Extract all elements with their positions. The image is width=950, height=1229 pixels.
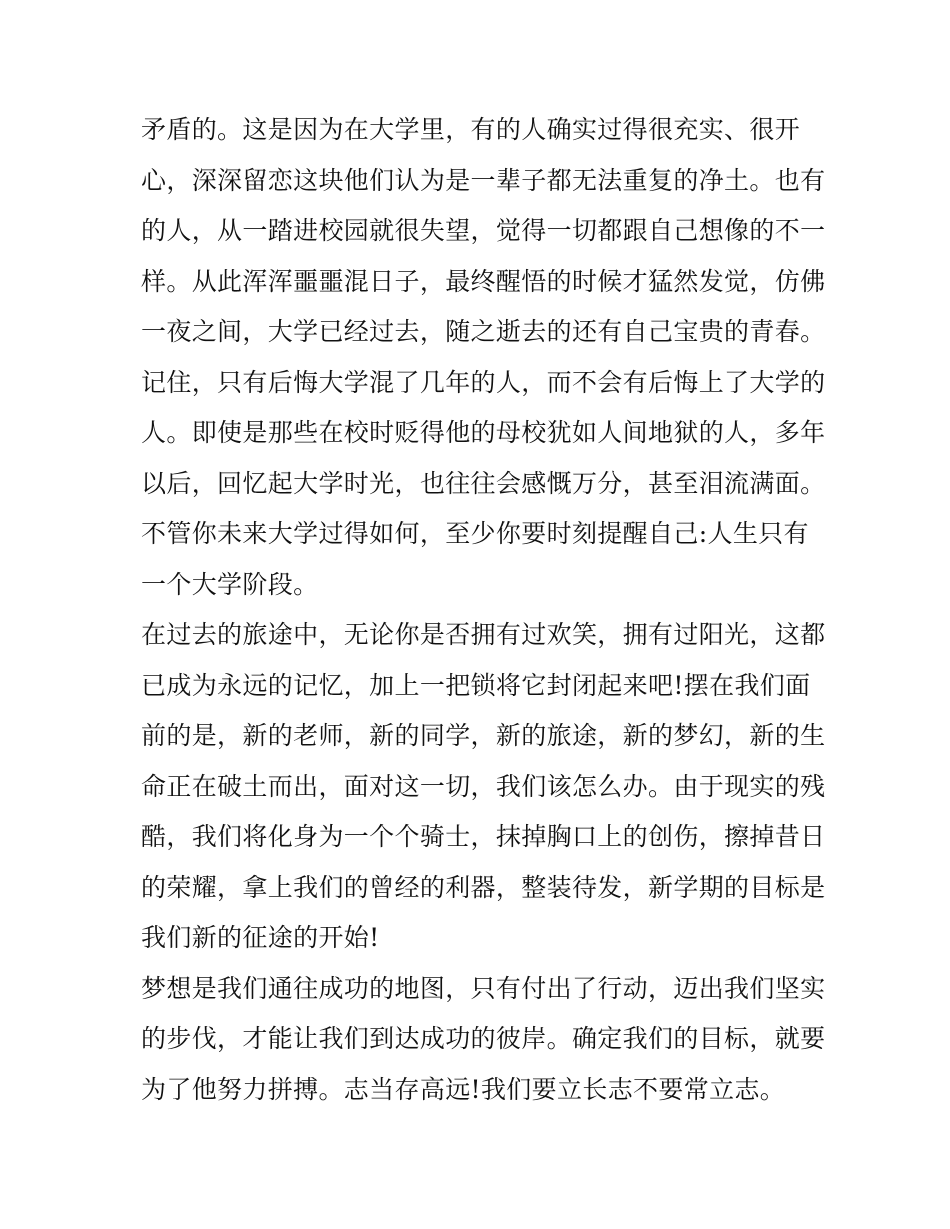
text-line: 前的是，新的老师，新的同学，新的旅途，新的梦幻，新的生 [141, 721, 826, 750]
text-line: 一夜之间，大学已经过去，随之逝去的还有自己宝贵的青春。 [141, 317, 826, 346]
text-line: 记住，只有后悔大学混了几年的人，而不会有后悔上了大学的 [141, 367, 826, 397]
text-line: 的人，从一踏进校园就很失望，觉得一切都跟自己想像的不一 [141, 216, 826, 245]
text-line: 在过去的旅途中，无论你是否拥有过欢笑，拥有过阳光，这都 [141, 620, 826, 649]
text-line: 我们新的征途的开始! [141, 923, 380, 952]
text-line: 的步伐，才能让我们到达成功的彼岸。确定我们的目标，就要 [141, 1024, 826, 1053]
text-line: 已成为永远的记忆，加上一把锁将它封闭起来吧!摆在我们面 [141, 670, 811, 700]
text-line: 以后，回忆起大学时光，也往往会感慨万分，甚至泪流满面。 [141, 468, 826, 498]
text-line: 心，深深留恋这块他们认为是一辈子都无法重复的净土。也有 [141, 165, 826, 195]
text-line: 梦想是我们通往成功的地图，只有付出了行动，迈出我们坚实 [141, 973, 826, 1003]
text-line: 的荣耀，拿上我们的曾经的利器，整装待发，新学期的目标是 [141, 872, 826, 902]
text-line: 样。从此浑浑噩噩混日子，最终醒悟的时候才猛然发觉，仿佛 [141, 266, 826, 296]
text-line: 人。即使是那些在校时贬得他的母校犹如人间地狱的人，多年 [141, 418, 826, 447]
document-body [141, 105, 826, 1115]
text-line: 酷，我们将化身为一个个骑士，抹掉胸口上的创伤，擦掉昔日 [141, 822, 826, 851]
text-line: 一个大学阶段。 [141, 569, 319, 599]
text-line: 为了他努力拼搏。志当存高远!我们要立长志不要常立志。 [141, 1074, 786, 1104]
text-line: 不管你未来大学过得如何，至少你要时刻提醒自己:人生只有 [141, 519, 809, 548]
text-line: 矛盾的。这是因为在大学里，有的人确实过得很充实、很开 [141, 115, 801, 144]
text-line: 命正在破土而出，面对这一切，我们该怎么办。由于现实的残 [141, 771, 826, 801]
